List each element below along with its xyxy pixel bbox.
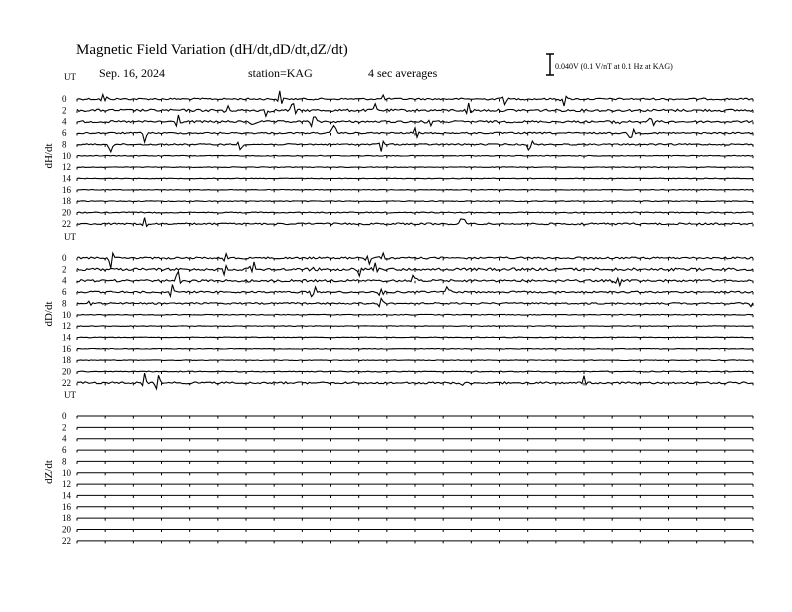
ut-tick-label: 14 [62,332,71,343]
ut-tick-label: 20 [62,524,71,535]
ut-axis-label: UT [64,390,76,400]
ut-tick-label: 12 [62,479,71,490]
ut-tick-label: 14 [62,173,71,184]
ut-tick-label: 2 [62,422,67,433]
component-label: dD/dt [43,301,55,327]
ut-tick-label: 16 [62,184,71,195]
ut-tick-label: 18 [62,513,71,524]
station-label: station=KAG [248,66,313,80]
averaging-label: 4 sec averages [368,66,438,80]
ut-tick-label: 4 [62,275,67,286]
ut-tick-label: 18 [62,196,71,207]
ut-tick-label: 4 [62,433,67,444]
ut-tick-label: 20 [62,366,71,377]
ut-tick-label: 2 [62,264,67,275]
ut-tick-label: 10 [62,309,71,320]
panel-dH-dt [43,72,753,229]
ut-tick-label: 22 [62,377,71,388]
scale-bar [546,54,673,75]
ut-tick-label: 8 [62,456,67,467]
date-label: Sep. 16, 2024 [99,66,165,80]
panel-dD-dt [43,232,753,389]
scale-note: 0.040V (0.1 V/nT at 0.1 Hz at KAG) [555,62,673,71]
ut-tick-label: 0 [62,253,67,263]
ut-tick-label: 16 [62,343,71,354]
ut-tick-label: 12 [62,162,71,173]
ut-tick-label: 6 [62,128,67,139]
ut-tick-label: 16 [62,501,71,512]
trace-line [77,373,753,389]
ut-tick-label: 10 [62,150,71,161]
ut-axis-label: UT [64,72,76,82]
ut-tick-label: 18 [62,355,71,366]
ut-tick-label: 6 [62,287,67,298]
ut-tick-label: 6 [62,445,67,456]
ut-tick-label: 4 [62,116,67,127]
ut-tick-label: 20 [62,207,71,218]
component-label: dZ/dt [43,460,55,484]
ut-tick-label: 22 [62,535,71,546]
ut-tick-label: 14 [62,490,71,501]
trace-line [77,91,753,106]
panel-dZ-dt [43,390,753,546]
ut-axis-label: UT [64,232,76,242]
ut-tick-label: 22 [62,218,71,229]
trace-line [77,285,753,297]
trace-line [77,103,753,116]
trace-line [77,272,753,286]
figure-title: Magnetic Field Variation (dH/dt,dD/dt,dZ/dt) [76,42,348,58]
ut-tick-label: 0 [62,411,67,421]
ut-tick-label: 10 [62,467,71,478]
trace-line [77,115,753,126]
ut-tick-label: 0 [62,94,67,104]
ut-tick-label: 8 [62,298,67,309]
component-label: dH/dt [43,143,55,169]
ut-tick-label: 2 [62,105,67,116]
ut-tick-label: 12 [62,321,71,332]
panels [43,72,753,546]
ut-tick-label: 8 [62,139,67,150]
